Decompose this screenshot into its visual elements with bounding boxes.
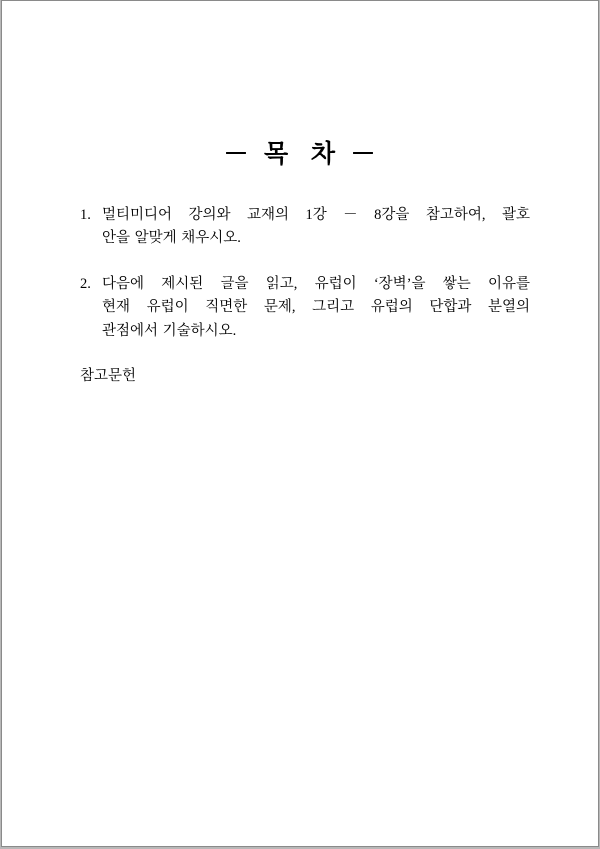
- document-page: [1, 0, 599, 847]
- table-of-contents: [80, 204, 530, 389]
- page-title: － 목 차 －: [223, 141, 377, 168]
- list-item-text: [102, 273, 530, 343]
- list-item: [80, 273, 530, 343]
- list-item-line: 안을 알맞게 채우시오.: [102, 230, 241, 247]
- list-item-number: 1.: [80, 207, 91, 223]
- list-item-text: [102, 204, 530, 251]
- list-item: [80, 204, 530, 251]
- list-item-line: 멀티미디어 강의와 교재의 1강 － 8강을 참고하여, 괄호: [102, 207, 530, 223]
- list-item-line: 관점에서 기술하시오.: [102, 322, 237, 339]
- reference-label: 참고문헌: [80, 368, 137, 385]
- list-item-number: 2.: [80, 275, 91, 292]
- list-item-line: 다음에 제시된 글을 읽고, 유럽이 ‘장벽’을 쌓는 이유를: [102, 275, 530, 292]
- list-item-line: 현재 유럽이 직면한 문제, 그리고 유럽의 단합과 분열의: [102, 299, 530, 316]
